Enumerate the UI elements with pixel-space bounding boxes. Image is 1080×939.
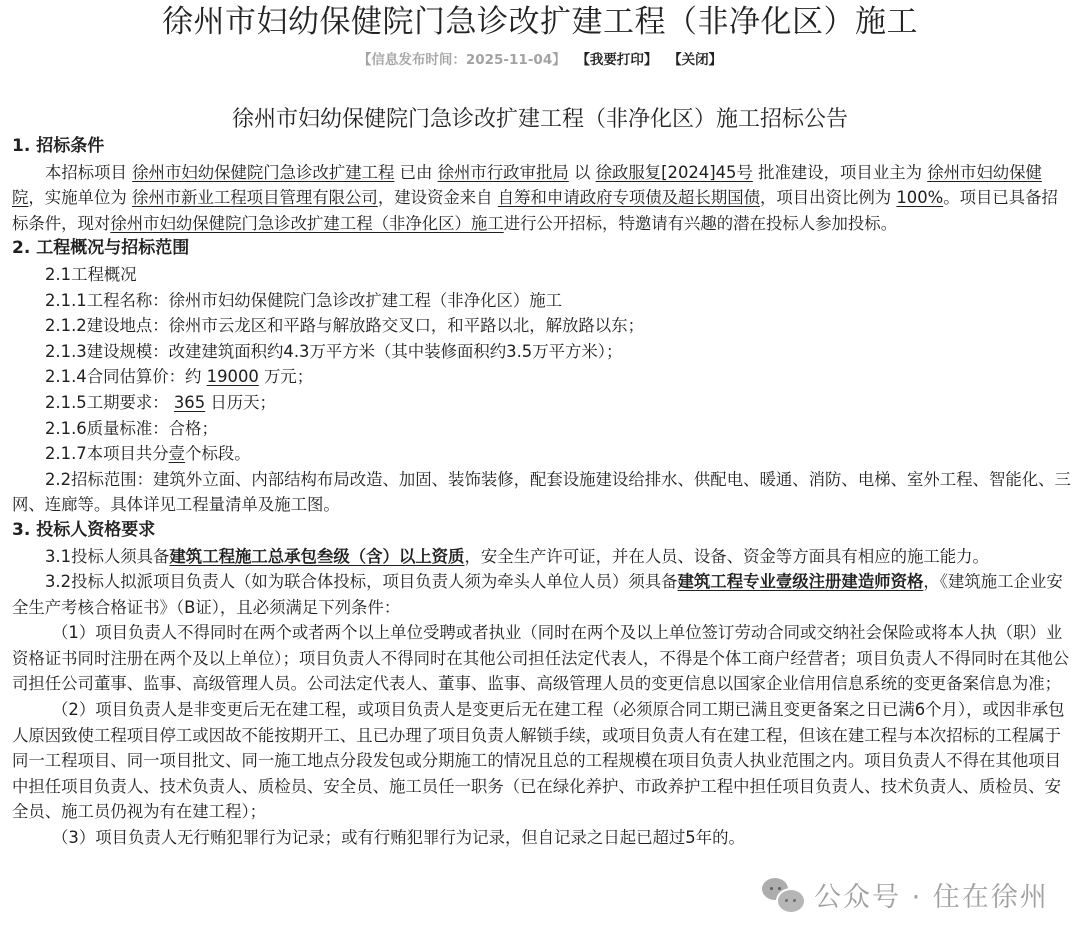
funding-source: 自筹和申请政府专项债及超长期国债 (497, 188, 761, 208)
meta-bar (0, 50, 1080, 70)
section1-paragraph (12, 160, 1072, 237)
period-line (12, 390, 1072, 416)
text: 2.1.7本项目共分 (45, 444, 169, 464)
owner: 徐州市妇幼保健院 (12, 162, 1042, 208)
print-link[interactable]: 【我要打印】 (576, 52, 658, 68)
lots-line (12, 441, 1072, 467)
text: 个标段。 (185, 444, 251, 464)
quality-line: 2.1.6质量标准：合格； (45, 418, 218, 438)
text: 日历天； (205, 392, 276, 412)
approval-number: 徐政服复[2024]45号 (595, 162, 753, 182)
close-link[interactable]: 【关闭】 (668, 52, 723, 68)
project-name-line: 2.1.1工程名称：徐州市妇幼保健院门急诊改扩建工程（非净化区）施工 (45, 290, 563, 310)
bid-name: 徐州市妇幼保健院门急诊改扩建工程（非净化区）施工 (110, 213, 504, 233)
text: 以 (568, 162, 596, 182)
text: ，安全生产许可证，并在人员、设备、资金等方面具有相应的施工能力。 (464, 546, 989, 566)
text: 本招标项目 (45, 162, 133, 182)
condition-3: （3）项目负责人无行贿犯罪行为记录；或有行贿犯罪行为记录，但自记录之日起已超过5年的。 (52, 828, 745, 848)
qualification-requirement: 建筑工程施工总承包叁级（含）以上资质 (169, 546, 465, 566)
approver: 徐州市行政审批局 (437, 162, 569, 182)
section-heading-1: 1. 招标条件 (12, 136, 105, 156)
price-line (12, 364, 1072, 390)
section-heading-2: 2. 工程概况与招标范围 (12, 238, 190, 259)
implementer: 徐州市新业工程项目管理有限公司 (131, 188, 378, 208)
watermark (762, 876, 1049, 912)
text: 2.1.5工期要求： (45, 392, 174, 412)
condition-2: （2）项目负责人是非变更后无在建工程，或项目负责人是变更后无在建工程（必须原合同工期已满且变更备案之日已满6个月），或因非承包人原因致使工程项目停工或因故不能按期开工、且已办理了项目负责人解锁手续，或项目负责人有在建工程，但该在建工程与本次招标的工程属于同一工程项目、同一项目批文、同一施工地点分段发包或分期施工的情况且总的工程规模在项目负责人执业范围之内。项目负责人不得在其他项目中担任项目负责人、技术负责人、质检员、安全员、施工员任一职务（已在绿化养护、市政养护工程中担任项目负责人、技术负责人、质检员、安全员、施工员仍视为有在建工程）； (12, 700, 1065, 822)
text: 万元； (258, 367, 314, 387)
period-value: 365 (173, 392, 206, 412)
scale-line: 2.1.3建设规模：改建建筑面积约4.3万平方米（其中装修面积约3.5万平方米）； (45, 341, 623, 361)
wechat-icon (762, 876, 806, 912)
text: 进行公开招标，特邀请有兴趣的潜在投标人参加投标。 (503, 213, 898, 233)
requirement-3-2 (12, 569, 1072, 620)
scope-line: 2.2招标范围：建筑外立面、内部结构布局改造、加固、装饰装修，配套设施建设给排水、供配电、暖通、消防、电梯、室外工程、智能化、三网、连廊等。具体详见工程量清单及施工图。 (12, 469, 1071, 515)
overview-label: 2.1工程概况 (45, 264, 137, 284)
requirement-3-1 (12, 544, 1072, 570)
text: ，《建筑施工企业安全生产考核合格证书》（B证），且必须满足下列条件： (12, 572, 1063, 617)
text: 批准建设，项目业主为 (752, 162, 928, 182)
location-line: 2.1.2建设地点：徐州市云龙区和平路与解放路交叉口，和平路以北，解放路以东； (45, 316, 644, 336)
text: 3.1投标人须具备 (45, 546, 170, 566)
page-title: 徐州市妇幼保健院门急诊改扩建工程（非净化区）施工 (162, 4, 918, 40)
text: 。项目已具备招标条件，现对 (12, 188, 1058, 233)
condition-1: （1）项目负责人不得同时在两个或者两个以上单位受聘或者执业（同时在两个及以上单位签订劳动合同或交纳社会保险或将本人执（职）业资格证书同时注册在两个及以上单位）；项目负责人不得同时在其他公司担任法定代表人，不得是个体工商户经营者；项目负责人不得同时在其他公司担任公司董事、监事、高级管理人员。公司法定代表人、董事、监事、高级管理人员的变更信息以国家企业信用信息系统的变更备案信息为准； (12, 623, 1070, 694)
text: ，建设资金来自 (377, 188, 498, 208)
funding-ratio: 100% (896, 188, 944, 208)
text: ，实施单位为 (28, 188, 132, 208)
section-heading-3: 3. 投标人资格要求 (12, 519, 156, 540)
watermark-text: 公众号 · 住在徐州 (814, 881, 1049, 913)
notice-title: 徐州市妇幼保健院门急诊改扩建工程（非净化区）施工招标公告 (231, 107, 848, 132)
text: ，项目出资比例为 (760, 188, 897, 208)
notice-body (12, 134, 1072, 851)
publish-date: 【信息发布时间：2025-11-04】 (357, 52, 566, 68)
price-value: 19000 (206, 367, 259, 387)
project-name: 徐州市妇幼保健院门急诊改扩建工程 (132, 162, 395, 182)
text: 已由 (394, 162, 438, 182)
text: 2.1.4合同估算价：约 (45, 367, 207, 387)
constructor-requirement: 建筑工程专业壹级注册建造师资格 (677, 572, 924, 592)
text: 3.2投标人拟派项目负责人（如为联合体投标，项目负责人须为牵头人单位人员）须具备 (45, 572, 678, 592)
lots-value: 壹 (168, 444, 186, 464)
